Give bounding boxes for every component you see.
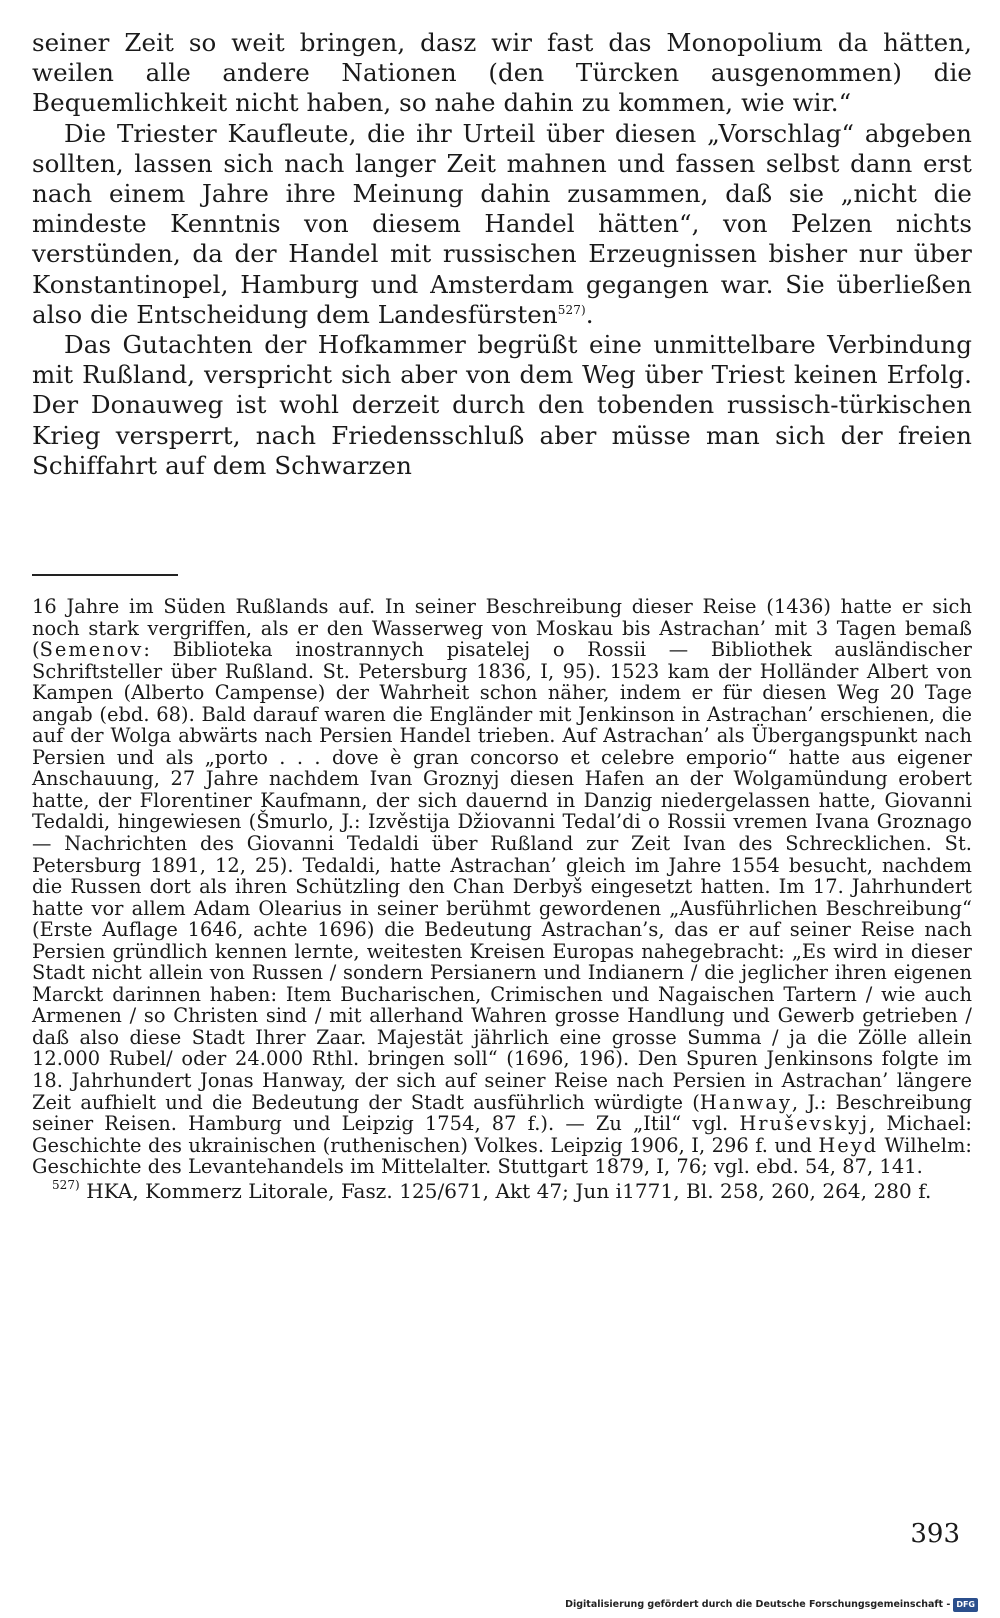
- footnote-text: , Michael: Geschichte des ukrainischen (ruthenischen) Volkes. Leipzig 1906, I, 296 f. und: [32, 1112, 972, 1157]
- footnote-continued: [32, 596, 972, 1178]
- page: [32, 28, 973, 1203]
- author-name: Hanway: [699, 1090, 792, 1114]
- digitization-credit: [565, 1598, 978, 1612]
- author-name: Hruševskyj: [739, 1112, 870, 1136]
- author-name: Semenov: [39, 638, 144, 662]
- footnote-text: 16 Jahre im Süden Rußlands auf. In seiner Beschreibung dieser Reise (1436) hatte er sich noch stark vergriffen, als er den Wasserweg von Moskau bis Astrachan’ mit 3 Tagen bemaß (: [32, 595, 972, 662]
- footnote-divider: [32, 574, 178, 576]
- paragraph-2: [32, 119, 972, 330]
- credit-text: Digitalisierung gefördert durch die Deutsche Forschungsgemeinschaft -: [565, 1599, 951, 1610]
- main-text: [32, 28, 972, 481]
- footnote-text: , J.: Izvěstija Džiovanni Tedal’di o Rossii vremen Ivana Groznago — Nachrichten des Giovanni Tedaldi über Rußland zur Zeit Ivan des Schrecklichen. St. Petersburg 1891, 12, 25). Tedaldi, hatte Astrachan’ gleich im Jahre 1554 besucht, nachdem die Russen dort als ihren Schützling den Chan Derbyš eingesetzt hatten. Im 17. Jahrhundert hatte vor allem Adam Olearius in seiner berühmt gewordenen „Ausführlichen Beschreibung“ (Erste Auflage 1646, achte 1696) die Bedeutung Astrachan’s, das er auf seiner Reise nach Persien gründlich kennen lernte, weitesten Kreisen Europas nahegebracht: „Es wird in dieser Stadt nicht allein von Russen / sondern Persianern und Indianern / die jeglicher ihren eigenen Marckt darinnen haben: Item Bucharischen, Crimischen und Nagaischen Tartern / wie auch Armenen / so Christen sind / mit allerhand Wahren grosse Handlung und Gewerb getrieben / daß also diese Stadt Ihrer Zaar. Majestät jährlich eine grosse Summa / ja die Zölle allein 12.000 Rubel/ oder 24.000 Rthl. bringen soll“ (1696, 196). Den Spuren Jenkinsons folgte im 18. Jahrhundert Jonas Hanway, der sich auf seiner Reise nach Persien in Astrachan’ längere Zeit aufhielt und die Bedeutung der Stadt ausführlich würdigte (: [32, 810, 972, 1114]
- paragraph-1: seiner Zeit so weit bringen, dasz wir fast das Monopolium da hätten, weilen alle andere Nationen (den Türcken ausgenommen) die Bequemlichkeit nicht haben, so nahe dahin zu kommen, wie wir.“: [32, 28, 972, 118]
- paragraph-2-end: .: [585, 299, 594, 329]
- footnote-mark: 527): [52, 1177, 80, 1192]
- footnote-text: , J.: Beschreibung seiner Reisen. Hamburg und Leipzig 1754, 87 f.). — Zu „Itil“ vgl.: [32, 1090, 972, 1136]
- footnote-text: Wilhelm: Geschichte des Levantehandels im Mittelalter. Stuttgart 1879, I, 76; vgl. ebd. 54, 87, 141.: [32, 1133, 973, 1179]
- author-name: Šmurlo: [256, 810, 328, 834]
- footnote-text: : Biblioteka inostrannych pisatelej o Rossii — Bibliothek ausländischer Schriftsteller über Rußland. St. Petersburg 1836, I, 95). 1523 kam der Holländer Albert von Kampen (Alberto Campense) der Wahrheit schon näher, indem er für diesen Weg 20 Tage angab (ebd. 68). Bald darauf waren die Engländer mit Jenkinson in Astrachan’ erschienen, die auf der Wolga abwärts nach Persien Handel trieben. Auf Astrachan’ als Übergangspunkt nach Persien und als „porto . . . dove è gran concorso et celebre emporio“ hatte aus eigener Anschauung, 27 Jahre nachdem Ivan Groznyj diesen Hafen an der Wolgamündung erobert hatte, der Florentiner Kaufmann, der sich dauernd in Danzig niedergelassen hatte, Giovanni Tedaldi, hingewiesen (: [32, 638, 972, 834]
- footnotes: [32, 596, 972, 1203]
- author-name: Heyd: [818, 1133, 879, 1157]
- footnote-527: [32, 1177, 972, 1203]
- dfg-logo-icon: DFG: [953, 1598, 978, 1612]
- paragraph-3: Das Gutachten der Hofkammer begrüßt eine unmittelbare Verbindung mit Rußland, verspricht sich aber von dem Weg über Triest keinen Erfolg. Der Donauweg ist wohl derzeit durch den tobenden russisch-türkischen Krieg versperrt, nach Friedensschluß aber müsse man sich der freien Schiffahrt auf dem Schwarzen: [32, 330, 972, 480]
- page-number: 393: [910, 1519, 960, 1549]
- footnote-text: HKA, Kommerz Litorale, Fasz. 125/671, Akt 47; Jun i1771, Bl. 258, 260, 264, 280 f.: [79, 1178, 932, 1203]
- footnote-reference-527: 527): [557, 302, 586, 317]
- paragraph-2-text: Die Triester Kaufleute, die ihr Urteil über diesen „Vorschlag“ abgeben sollten, lassen sich nach langer Zeit mahnen und fassen selbst dann erst nach einem Jahre ihre Meinung dahin zusammen, daß sie „nicht die mindeste Kenntnis von diesem Handel hätten“, von Pelzen nichts verstünden, da der Handel mit russischen Erzeugnissen bisher nur über Konstantinopel, Hamburg und Amsterdam gegangen war. Sie überließen also die Entscheidung dem Landesfürsten: [32, 118, 972, 329]
